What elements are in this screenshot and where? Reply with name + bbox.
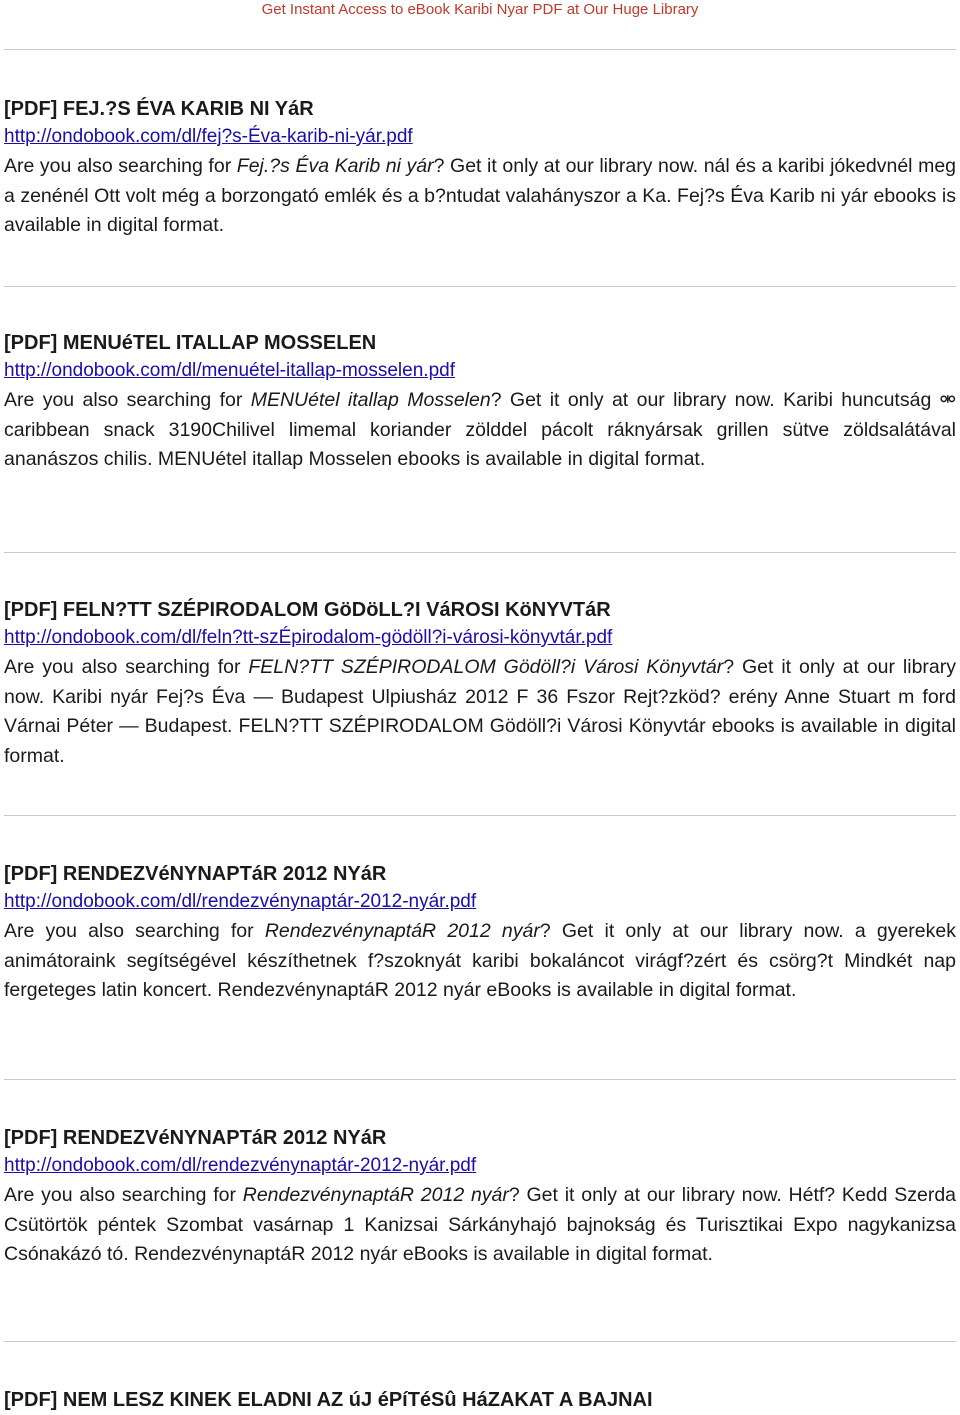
- entry-link[interactable]: http://ondobook.com/dl/rendezvénynaptár-2012-nyár.pdf: [4, 1155, 477, 1176]
- desc-text: Are you also searching for: [4, 155, 237, 177]
- divider: [4, 1079, 956, 1080]
- entry-description: [4, 917, 956, 1006]
- desc-text: Are you also searching for: [4, 389, 251, 411]
- desc-italic-title: RendezvénynaptáR 2012 nyár: [264, 920, 540, 942]
- result-entry-5: [4, 1125, 956, 1270]
- entry-link[interactable]: http://ondobook.com/dl/fej?s-Éva-karib-ni-yár.pdf: [4, 126, 413, 147]
- desc-text: Are you also searching for: [4, 1184, 243, 1206]
- divider: [4, 49, 956, 50]
- entry-description: [4, 152, 956, 241]
- desc-text: Are you also searching for: [4, 920, 265, 942]
- entry-link[interactable]: http://ondobook.com/dl/rendezvénynaptár-2012-nyár.pdf: [4, 891, 477, 912]
- desc-text: ? Get it only at our library now. Karibi huncutság ⚮ caribbean snack 3190Chilivel limemal koriander zölddel pácolt ráknyársak grillen sütve zöldsalátával ananászos chilis. MENUétel itallap Mosselen ebooks is available in digital format.: [4, 389, 956, 471]
- entry-description: [4, 386, 956, 475]
- result-entry-2: [4, 330, 956, 475]
- entry-title: [PDF] RENDEZVéNYNAPTáR 2012 NYáR: [4, 1127, 387, 1149]
- desc-text: Are you also searching for: [4, 656, 249, 678]
- result-entry-4: [4, 861, 956, 1006]
- desc-italic-title: FELN?TT SZÉPIRODALOM Gödöll?i Városi Könyvtár: [248, 656, 724, 678]
- result-entry-3: [4, 597, 956, 771]
- top-banner-link[interactable]: Get Instant Access to eBook Karibi Nyar PDF at Our Huge Library: [261, 1, 699, 18]
- desc-text: ? Get it only at our library now. nál és a karibi jókedvnél meg a zenénél Ott volt még a borzongató emlék és a b?ntudat valahányszor a Ka. Fej?s Éva Karib ni yár ebooks is available in digital format.: [4, 155, 957, 237]
- entry-title: [PDF] RENDEZVéNYNAPTáR 2012 NYáR: [4, 863, 387, 885]
- desc-text: ? Get it only at our library now. Hétf? Kedd Szerda Csütörtök péntek Szombat vasárnap 1 Kanizsai Sárkányhajó bajnokság és Turisztikai Expo nagykanizsa Csónakázó tó. RendezvénynaptáR 2012 nyár eBooks is available in digital format.: [4, 1184, 957, 1266]
- entry-title: [PDF] NEM LESZ KINEK ELADNI AZ úJ éPíTéSû HáZAKAT A BAJNAI: [4, 1389, 653, 1411]
- divider: [4, 1341, 956, 1342]
- divider: [4, 552, 956, 553]
- entry-link[interactable]: http://ondobook.com/dl/feln?tt-szÉpirodalom-gödöll?i-városi-könyvtár.pdf: [4, 627, 613, 648]
- desc-italic-title: RendezvénynaptáR 2012 nyár: [242, 1184, 509, 1206]
- result-entry-1: [4, 96, 956, 241]
- divider: [4, 286, 956, 287]
- entry-title: [PDF] FELN?TT SZÉPIRODALOM GöDöLL?I VáROSI KöNYVTáR: [4, 599, 611, 621]
- entry-description: [4, 1181, 956, 1270]
- result-entry-6: [4, 1387, 956, 1413]
- entry-title: [PDF] FEJ.?S ÉVA KARIB NI YáR: [4, 98, 314, 120]
- desc-italic-title: Fej.?s Éva Karib ni yár: [236, 155, 434, 177]
- divider: [4, 815, 956, 816]
- entry-description: [4, 653, 956, 771]
- desc-italic-title: MENUétel itallap Mosselen: [250, 389, 491, 411]
- entry-link[interactable]: http://ondobook.com/dl/menuétel-itallap-mosselen.pdf: [4, 360, 455, 381]
- entry-title: [PDF] MENUéTEL ITALLAP MOSSELEN: [4, 332, 377, 354]
- desc-text: ? Get it only at our library now. Karibi nyár Fej?s Éva — Budapest Ulpiusház 2012 F 36 Fszor Rejt?zköd? erény Anne Stuart m ford Várnai Péter — Budapest. FELN?TT SZÉPIRODALOM Gödöll?i Városi Könyvtár ebooks is available in digital format.: [4, 656, 956, 767]
- desc-text: ? Get it only at our library now. a gyerekek animátoraink segítségével készíthetnek f?szoknyát karibi bokaláncot virágf?zért és csörg?t Mindkét nap fergeteges latin koncert. RendezvénynaptáR 2012 nyár eBooks is available in digital format.: [4, 920, 956, 1002]
